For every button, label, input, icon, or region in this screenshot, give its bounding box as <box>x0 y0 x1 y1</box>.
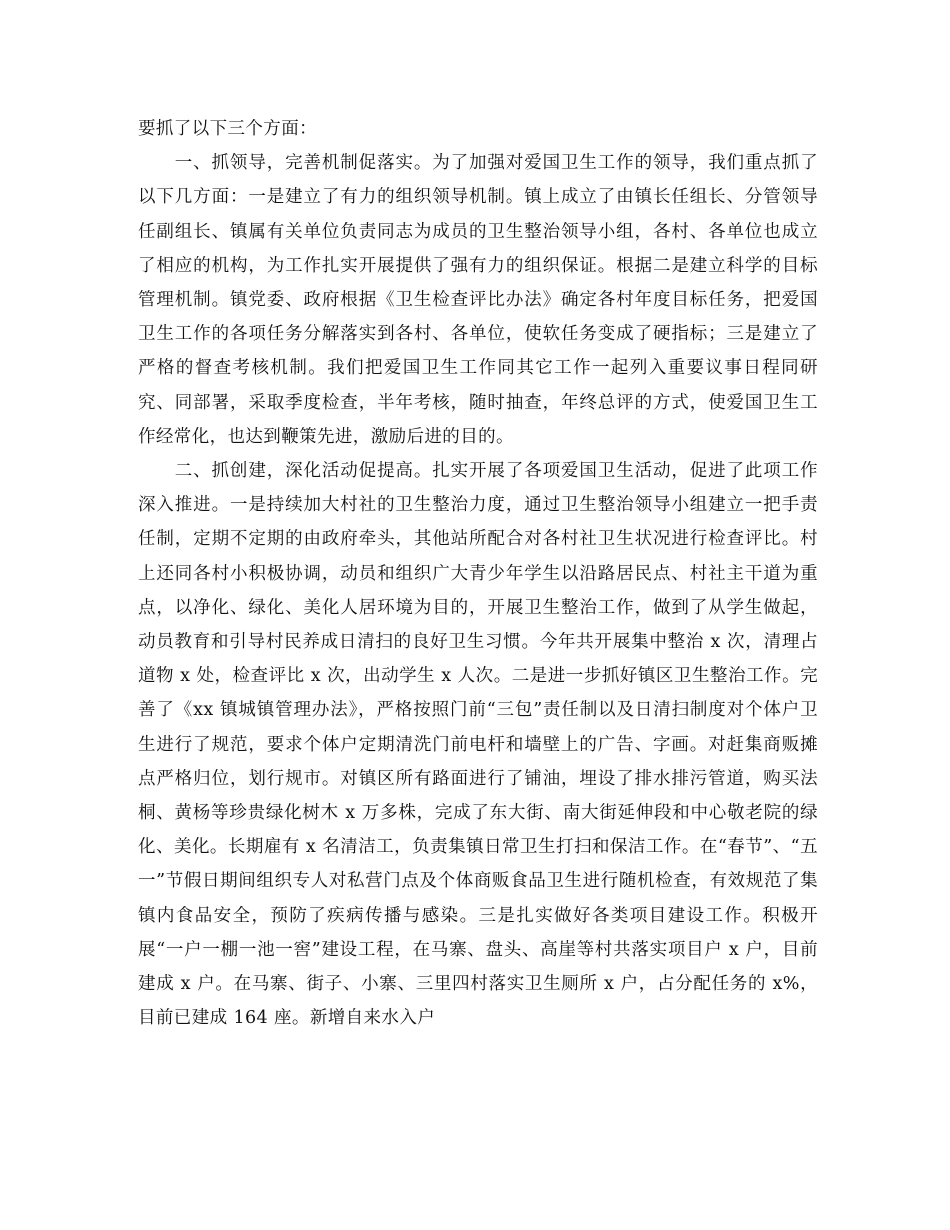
document-page <box>138 112 818 1035</box>
paragraph-creation: 二、抓创建，深化活动促提高。扎实开展了各项爱国卫生活动，促进了此项工作深入推进。一是持续加大村社的卫生整治力度，通过卫生整治领导小组建立一把手责任制，定期不定期的由政府牵头，其他站所配合对各村社卫生状况进行检查评比。村上还同各村小积极协调，动员和组织广大青少年学生以沿路居民点、村社主干道为重点，以净化、绿化、美化人居环境为目的，开展卫生整治工作，做到了从学生做起，动员教育和引导村民养成日清扫的良好卫生习惯。今年共开展集中整治 x 次，清理占道物 x 处，检查评比 x 次，出动学生 x 人次。二是进一步抓好镇区卫生整治工作。完善了《xx 镇城镇管理办法》，严格按照门前“三包”责任制以及日清扫制度对个体户卫生进行了规范，要求个体户定期清洗门前电杆和墙壁上的广告、字画。对赶集商贩摊点严格归位，划行规市。对镇区所有路面进行了铺油，埋设了排水排污管道，购买法桐、黄杨等珍贵绿化树木 x 万多株，完成了东大街、南大街延伸段和中心敬老院的绿化、美化。长期雇有 x 名清洁工，负责集镇日常卫生打扫和保洁工作。在“春节”、“五一”节假日期间组织专人对私营门点及个体商贩食品卫生进行随机检查，有效规范了集镇内食品安全，预防了疾病传播与感染。三是扎实做好各类项目建设工作。积极开展“一户一棚一池一窖”建设工程，在马寨、盘头、高崖等村共落实项目户 x 户，目前建成 x 户。在马寨、街子、小寨、三里四村落实卫生厕所 x 户，占分配任务的 x%，目前已建成 164 座。新增自来水入户 <box>138 461 818 1029</box>
paragraph-intro: 要抓了以下三个方面： <box>138 119 317 139</box>
paragraph-leadership: 一、抓领导，完善机制促落实。为了加强对爱国卫生工作的领导，我们重点抓了以下几方面：一是建立了有力的组织领导机制。镇上成立了由镇长任组长、分管领导任副组长、镇属有关单位负责同志为成员的卫生整治领导小组，各村、各单位也成立了相应的机构，为工作扎实开展提供了强有力的组织保证。根据二是建立科学的目标管理机制。镇党委、政府根据《卫生检查评比办法》确定各村年度目标任务，把爱国卫生工作的各项任务分解落实到各村、各单位，使软任务变成了硬指标；三是建立了严格的督查考核机制。我们把爱国卫生工作同其它工作一起列入重要议事日程同研究、同部署，采取季度检查，半年考核，随时抽查，年终总评的方式，使爱国卫生工作经常化，也达到鞭策先进，激励后进的目的。 <box>138 153 818 447</box>
